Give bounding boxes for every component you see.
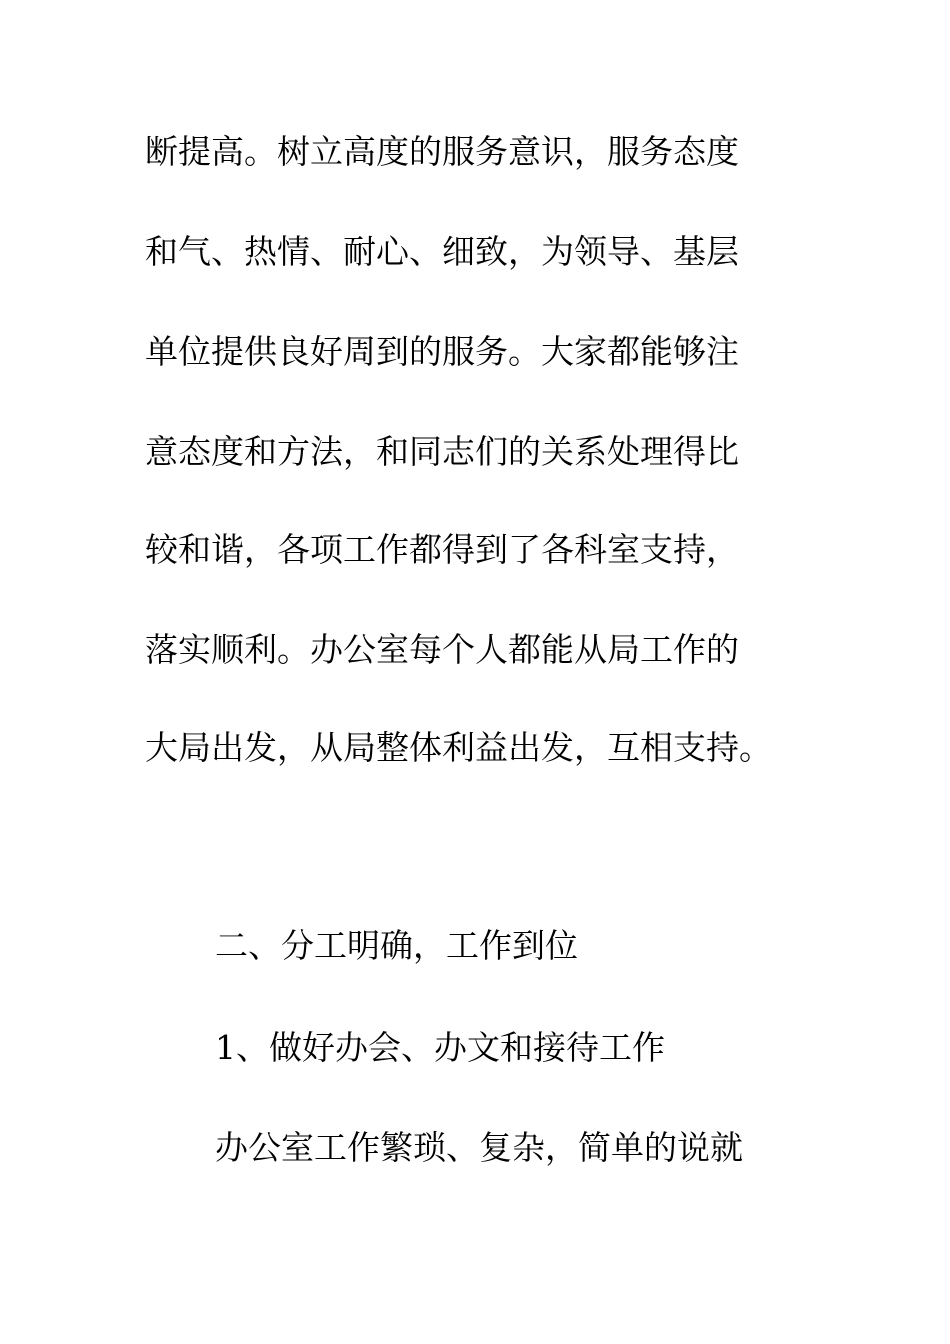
- section-heading: 二、分工明确，工作到位: [215, 926, 578, 965]
- paragraph-line: 意态度和方法，和同志们的关系处理得比: [145, 432, 739, 471]
- paragraph-line: 较和谐，各项工作都得到了各科室支持，: [145, 530, 739, 569]
- paragraph-line: 大局出发，从局整体利益出发，互相支持。: [145, 728, 772, 767]
- paragraph-line: 落实顺利。办公室每个人都能从局工作的: [145, 630, 739, 669]
- paragraph-line: 和气、热情、耐心、细致，为领导、基层: [145, 232, 739, 271]
- paragraph-line: 办公室工作繁琐、复杂，简单的说就: [215, 1128, 743, 1167]
- paragraph-line: 断提高。树立高度的服务意识，服务态度: [145, 132, 739, 171]
- subheading: 1、做好办会、办文和接待工作: [215, 1028, 665, 1067]
- paragraph-line: 单位提供良好周到的服务。大家都能够注: [145, 332, 739, 371]
